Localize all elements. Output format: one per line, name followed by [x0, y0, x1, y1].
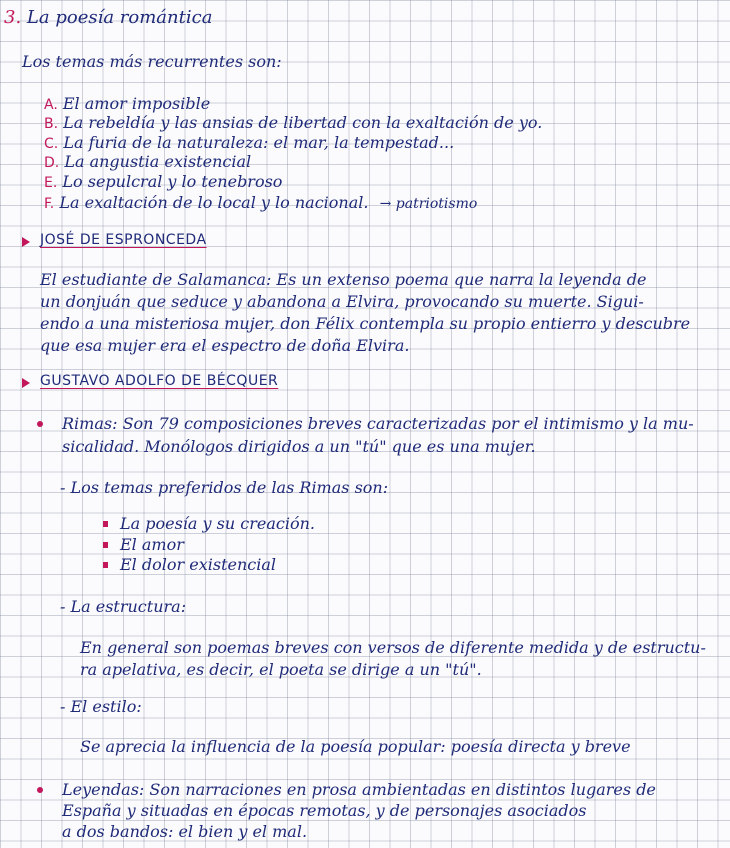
espronceda-line: endo a una misteriosa mujer, don Félix contempla su propio entierro y descubre — [40, 314, 691, 333]
bullet-dot-icon — [37, 421, 43, 427]
espronceda-line: un donjuán que seduce y abandona a Elvira, provocando su muerte. Sigui- — [40, 292, 644, 311]
theme-letter: E. — [44, 175, 58, 191]
tema-item: El amor — [120, 535, 184, 554]
themes-note: → patriotismo — [379, 196, 478, 212]
theme-letter: A. — [44, 97, 58, 113]
theme-text: La rebeldía y las ansias de libertad con la exaltación de yo. — [63, 113, 543, 132]
theme-text: La exaltación de lo local y lo nacional. — [59, 193, 369, 212]
section-number: 3. — [4, 7, 22, 28]
espronceda-heading — [40, 232, 207, 248]
estilo-line: Se aprecia la influencia de la poesía popular: poesía directa y breve — [80, 737, 631, 756]
espronceda-line: El estudiante de Salamanca: Es un extenso poema que narra la leyenda de — [40, 270, 647, 289]
theme-letter: C. — [44, 136, 59, 152]
square-bullet-icon — [103, 562, 108, 568]
triangle-bullet-icon — [22, 378, 30, 388]
theme-text: Lo sepulcral y lo tenebroso — [62, 172, 283, 191]
rimas-line: Rimas: Son 79 composiciones breves caracterizadas por el intimismo y la mu- — [62, 414, 694, 433]
bullet-dot-icon — [37, 787, 43, 793]
square-bullet-icon — [103, 542, 108, 548]
theme-text: La angustia existencial — [64, 152, 252, 171]
triangle-bullet-icon — [22, 237, 30, 247]
theme-letter: D. — [44, 155, 60, 171]
section-title-text: La poesía romántica — [26, 7, 213, 28]
estilo-heading: - El estilo: — [60, 697, 142, 716]
estructura-line: ra apelativa, es decir, el poeta se dirige a un "tú". — [80, 660, 482, 679]
theme-letter: B. — [44, 116, 59, 132]
intro-text: Los temas más recurrentes son: — [22, 52, 282, 71]
becquer-heading — [40, 373, 278, 389]
leyendas-line: España y situadas en épocas remotas, y de personajes asociados — [62, 801, 587, 820]
rimas-line: sicalidad. Monólogos dirigidos a un "tú" que es una mujer. — [62, 437, 536, 456]
theme-item — [44, 113, 542, 134]
theme-item — [44, 133, 454, 154]
theme-text: La furia de la naturaleza: el mar, la tempestad... — [63, 133, 455, 152]
theme-text: El amor imposible — [62, 94, 211, 113]
square-bullet-icon — [103, 521, 108, 527]
estructura-line: En general son poemas breves con versos de diferente medida y de estructu- — [80, 638, 706, 657]
theme-item — [44, 193, 477, 214]
temas-heading: - Los temas preferidos de las Rimas son: — [60, 478, 389, 497]
theme-item — [44, 172, 282, 193]
theme-item — [44, 152, 251, 173]
tema-item: El dolor existencial — [120, 555, 276, 574]
espronceda-line: que esa mujer era el espectro de doña Elvira. — [40, 336, 410, 355]
section-title — [4, 8, 212, 28]
tema-item: La poesía y su creación. — [120, 514, 315, 533]
leyendas-line: a dos bandos: el bien y el mal. — [62, 822, 308, 841]
becquer-heading-text: GUSTAVO ADOLFO DE BÉCQUER — [40, 373, 279, 389]
estructura-heading: - La estructura: — [60, 597, 187, 616]
theme-letter: F. — [44, 196, 55, 212]
leyendas-line: Leyendas: Son narraciones en prosa ambientadas en distintos lugares de — [62, 780, 656, 799]
espronceda-heading-text: JOSÉ DE ESPRONCEDA — [40, 232, 207, 248]
theme-item — [44, 94, 210, 115]
